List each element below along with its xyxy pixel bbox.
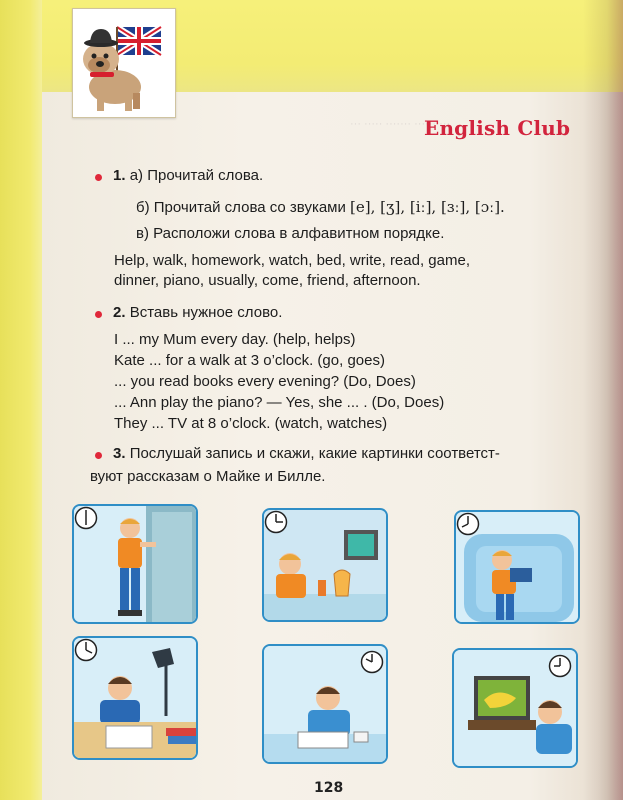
clock-icon (74, 506, 98, 530)
exercise-bullet (95, 311, 102, 318)
clock-icon (264, 510, 288, 534)
clock-icon (74, 638, 98, 662)
exercise-3-line-1 (113, 445, 500, 462)
man-watching-tv-icon (452, 648, 578, 768)
exercise-2-instruction: Вставь нужное слово. (129, 304, 283, 321)
word-list-line-2: dinner, piano, usually, come, friend, afternoon. (114, 272, 421, 289)
exercise-1-task-b: б) Прочитай слова со звуками (136, 199, 346, 216)
exercise-1-line-a (113, 167, 263, 184)
page-title: English Club (424, 116, 571, 140)
bulldog-with-union-jack-icon (72, 8, 176, 118)
exercise-1-task-c: в) Расположи слова в алфавитном порядке. (136, 225, 445, 242)
exercise-bullet (95, 452, 102, 459)
exercise-number: 3. (113, 445, 126, 462)
exercise-1-line-b (136, 198, 505, 216)
boy-at-door-icon (72, 504, 198, 624)
boy-reading-armchair-icon (454, 510, 580, 624)
exercise-bullet (95, 174, 102, 181)
sentence-line: ... Ann play the piano? — Yes, she ... . (Do, Does) (114, 394, 445, 411)
exercise-number: 1. (113, 167, 126, 184)
exercise-3-instruction-1: Послушай запись и скажи, какие картинки соответст- (129, 445, 500, 462)
man-reading-table-icon (262, 644, 388, 764)
left-yellow-band (0, 0, 42, 800)
clock-icon (360, 650, 384, 674)
sentence-line: I ... my Mum every day. (help, helps) (114, 331, 356, 348)
bleed-through-text: ··· ····· ······· ······ ··· (350, 118, 451, 130)
exercise-3-instruction-2: вуют рассказам о Майке и Билле. (90, 468, 326, 485)
exercise-1-task-a: а) Прочитай слова. (129, 167, 264, 184)
page-number: 128 (314, 780, 344, 796)
phonetic-sounds: [e], [ʒ], [iː], [ɜː], [ɔː]. (350, 198, 505, 216)
boy-at-table-tv-icon (262, 508, 388, 622)
exercise-number: 2. (113, 304, 126, 321)
binding-shadow (583, 0, 623, 800)
clock-icon (548, 654, 572, 678)
sentence-line: They ... TV at 8 o’clock. (watch, watches) (114, 415, 388, 432)
sentence-line: Kate ... for a walk at 3 o’clock. (go, goes) (114, 352, 385, 369)
clock-icon (456, 512, 480, 536)
sentence-line: ... you read books every evening? (Do, Does) (114, 373, 416, 390)
exercise-2-header (113, 304, 282, 321)
boy-drawing-desk-icon (72, 636, 198, 760)
word-list-line-1: Help, walk, homework, watch, bed, write, read, game, (114, 252, 470, 269)
